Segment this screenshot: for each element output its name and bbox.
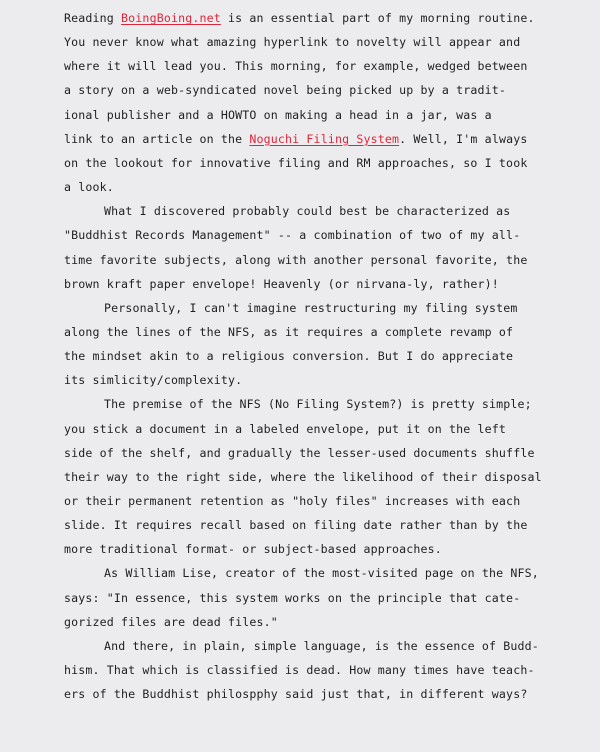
text-line [64,324,513,340]
text-line [64,252,527,268]
hyperlink[interactable]: Noguchi Filing System [249,131,400,146]
text-line [64,82,506,98]
text-line [104,565,539,581]
text-segment: says: "In essence, this system works on the principle that cate- [64,590,521,605]
text-segment: its simlicity/complexity. [64,373,243,388]
text-line [104,203,510,219]
text-line [64,372,242,388]
text-segment: slide. It requires recall based on filing date rather than by the [64,518,528,533]
text-segment: where it will lead you. This morning, for example, wedged between [64,59,528,74]
text-segment: a story on a web-syndicated novel being picked up by a tradit- [64,83,507,98]
hyperlink[interactable]: BoingBoing.net [121,11,221,25]
text-segment: side of the shelf, and gradually the lesser-used documents shuffle [64,445,535,460]
text-line [104,638,539,654]
text-line [64,179,114,195]
text-line [64,662,535,678]
text-segment: Reading [64,11,122,25]
text-line [64,276,499,292]
text-line [64,34,520,50]
text-line [64,421,506,437]
text-line [64,348,513,364]
text-line [64,445,535,461]
text-line [64,227,520,243]
text-segment: gorized files are dead files." [64,614,278,629]
text-line [64,58,527,74]
text-segment: link to an article on the [64,131,250,146]
text-segment: time favorite subjects, along with another personal favorite, the [64,252,528,267]
text-segment: As William Lise, creator of the most-visited page on the NFS, [104,566,539,581]
text-segment: or their permanent retention as "holy files" increases with each [64,494,521,508]
text-line [64,10,535,26]
text-segment: . Well, I'm always [399,131,528,146]
text-segment: a look. [64,180,114,195]
text-line [64,493,520,509]
text-line [64,590,520,606]
text-line [104,300,518,316]
text-segment: ional publisher and a HOWTO on making a head in a jar, was a [64,107,492,122]
text-segment: is an essential part of my morning routine. [220,11,535,25]
text-segment: the mindset akin to a religious conversion. But I do appreciate [64,349,514,364]
text-line [64,541,442,557]
text-line [104,396,532,412]
text-line [64,517,527,533]
text-segment: along the lines of the NFS, as it requires a complete revamp of [64,324,514,339]
text-segment: And there, in plain, simple language, is the essence of Budd- [104,638,539,653]
text-segment: You never know what amazing hyperlink to novelty will appear and [64,35,521,50]
text-line [64,155,527,171]
text-segment: What I discovered probably could best be characterized as [104,204,511,219]
text-line [64,131,527,147]
text-segment: you stick a document in a labeled envelope, put it on the left [64,421,507,436]
text-segment: on the lookout for innovative filing and RM approaches, so I took [64,155,528,170]
text-segment: more traditional format- or subject-based approaches. [64,542,442,557]
text-line [64,469,542,485]
text-segment: "Buddhist Records Management" -- a combination of two of my all- [64,228,521,243]
text-line [64,107,492,123]
text-segment: brown kraft paper envelope! Heavenly (or nirvana-ly, rather)! [64,276,499,291]
text-segment: ers of the Buddhist philospphy said just that, in different ways? [64,687,528,702]
text-segment: hism. That which is classified is dead. How many times have teach- [64,663,535,678]
text-line [64,686,527,702]
text-line [64,614,278,630]
text-segment: their way to the right side, where the likelihood of their disposal [64,469,542,484]
text-segment: Personally, I can't imagine restructuring my filing system [104,300,518,315]
text-segment: The premise of the NFS (No Filing System?) is pretty simple; [104,397,532,412]
